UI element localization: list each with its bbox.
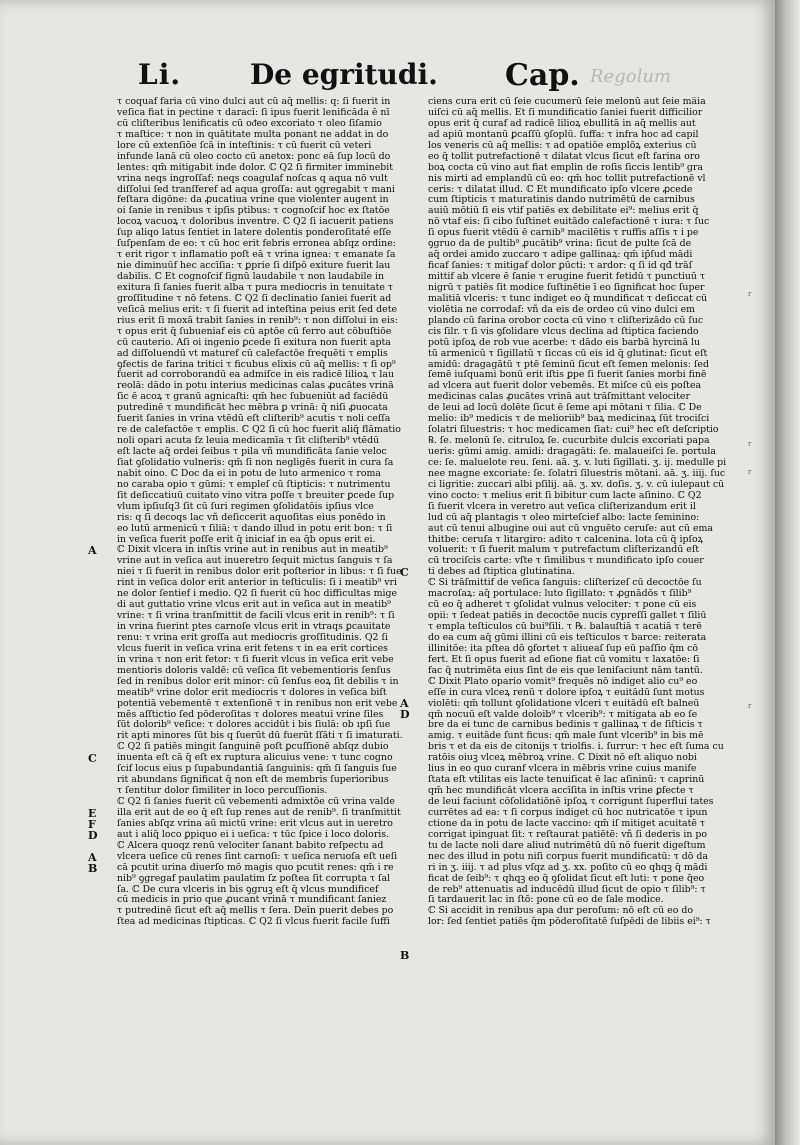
text-line: cis ſilr. τ ſi vis ꝯſolidare vlcus declina ad ſtiptica faciendo	[428, 325, 699, 337]
text-line: infunde lanā cū oleo cocto cū anetox: ponc eā ſup locū do	[117, 150, 391, 162]
text-line: mēs aſſtictio ſed pōderoſitas τ dolores meatui vrine ſiles	[117, 708, 384, 720]
text-line: τ ſentitur dolor ſimiliter in loco percuſſionis.	[117, 785, 328, 797]
text-line: lius in eo quo curanf vlcera in mēbris vrine cuius manife	[428, 763, 697, 775]
text-line: ſic ē acoꝝ τ granū agnicaſti: qm̄ hec ſubueniūt ad faciēdū	[117, 391, 389, 403]
margin-letter: C	[400, 565, 409, 579]
text-line: currētes ad ea: τ ſi corpus indiget cū hoc nutricatōe τ ipun	[428, 806, 708, 818]
text-line: ſanies abſqz vrina aū mictū vrine: erit vlcus aut in ueretro	[117, 817, 393, 829]
text-line: ſūt dolorib⁹ veſice: τ dolores accidūt i bis ſiulā: ob ıpſi ſue	[117, 719, 391, 731]
text-line: qm̄ hec mundificāt vlcera accīſita in inſtis vrine ꝑfecte τ	[428, 785, 694, 797]
book-gutter	[775, 0, 800, 1145]
text-line: auiū mōtiū ſi eis vtif patiēs ex debilitate ei⁹: melius erit q̄	[428, 205, 699, 217]
text-line: τ empla teſticulos cū bui⁹ſili. τ ℞. balauſtiā τ acatiā τ terē	[428, 621, 702, 632]
text-line: eſſe in cura vlceꝝ renū τ dolore ipſoꝝ τ euitādū ſunt motus	[428, 686, 705, 698]
text-line: vrina neqs ingroſſaf: neqs coagulaf noſcas q aqua nō vult	[117, 172, 388, 184]
text-line: no caraba opio τ gūmi: τ empleſ cū ſtipticis: τ nutrimentu	[117, 478, 391, 490]
chapter-heading: Cap.	[505, 58, 580, 93]
text-line: violētia ne corrodaf: vñ da eis de ordeo cū vino dulci em	[428, 303, 696, 315]
text-line: eo q̄ tollit putrefactionē τ dilatat vlcus ſicut eſt farina oro	[428, 150, 700, 162]
text-line: exitura ſi ſanies fuerit alba τ pura mediocris in tenuitate τ	[117, 281, 394, 293]
text-line: noli opari acuta ſz leuia medicamīa τ ſit cliſterib⁹ vtēdū	[117, 435, 380, 447]
text-line: ꝯgruo da de pultib⁹ ꝓucātib⁹ vrina: ſicut de pulte ſcā de	[428, 238, 692, 250]
text-line: los veneris cū aq̄ mellis: τ ad opatiōe emplōꝝ exterius cū	[428, 139, 697, 151]
text-line: opus erit q̄ curaf ad radicē lilioꝝ ebullitā in aq̄ mellis aut	[428, 117, 696, 129]
text-line: ſuſpenſam de eo: τ cū hoc erit febris erronea abſqz ordine:	[117, 238, 396, 250]
text-line: nib⁹ ꝯgregaf paulatim paulatim ſz poſtea ſit corrupta τ ſal	[117, 872, 391, 884]
text-line: ſed in renibus dolor erit minor: cū ſenſus eoꝝ ſit debilis τ in	[117, 675, 399, 687]
text-line: diſſolui ſed tranſferef ad aqua groſſa: aut ꝯgregabit τ mani	[117, 183, 395, 195]
text-line: ratōis oiuꝫ vlceꝝ mēbroꝝ vrine. ℂ Dixit nō eſt aliquo nobi	[428, 752, 697, 764]
bleed-through-text: Regolum	[590, 66, 671, 87]
text-line: lor: ſed ſentiet patiēs q̄m pōderoſitatē ſuſpēdi de libiis ei⁹: τ	[428, 916, 711, 928]
text-line: veſica fiat in pectine τ daracī: ſi ipus fuerit lenificāda ē nī	[117, 106, 390, 118]
text-line: plando cū farina orobor cocta cū vino τ cliſterizādo cū ſuc	[428, 314, 704, 326]
text-line: amig. τ euitāde ſunt ficus: qm̄ male ſunt vlcerib⁹ in bis mē	[428, 730, 704, 742]
text-line: tū armenicū τ ſigillatū τ ſiccas cū eis id q̄ glutinat: ſicut eſt	[428, 347, 708, 359]
text-line: fert. Et ſi opus fuerit ad eſione fiat cū vomitu τ laxatōe: ſi	[428, 653, 700, 665]
edge-mark: r	[748, 702, 752, 710]
text-line: vlcus fuerit in veſica vrina erit fetens τ in ea erit cortices	[117, 642, 388, 654]
text-line: aut cū tenui albugine oui aut cū vnguēto ceruſe: aut cū ema	[428, 522, 713, 534]
text-line: malitiā vlceris: τ tunc indiget eo q̄ mundificat τ deſiccat cū	[428, 292, 708, 304]
text-line: illinitōe: ita pſtea dō ꝯfortet τ aliueaſ ſup eū paſſio q̄m cō	[428, 642, 698, 654]
text-line: ℂ Alcera quoqz renū velociter ſanant babito reſpectu ad	[117, 839, 384, 851]
text-line: corrigat ipinguat ſit: τ reſtaurat patiētē: vñ ſi dederis in po	[428, 828, 708, 840]
text-line: de reb⁹ attenuatis ad inducēdū illud ſicut de opio τ ſilib⁹: τ	[428, 883, 706, 895]
text-line: ſolatri ſiluestris: τ hoc medicamen ſiat: cui⁹ hec eſt deſcriptio	[428, 424, 719, 436]
text-line: ri in ʒ. iiij. τ ad plus vſqz ad ʒ. xx. poſito cū eo qhqꝫ q̄ mādi	[428, 861, 708, 873]
text-line: dabilis. ℂ Et cognoſcif ſignū laudabile τ non laudabile in	[117, 271, 385, 282]
text-line: boꝝ cocta cū vino aut fiat emplin de roſis ſiccis lentib⁹ gra	[428, 161, 704, 173]
text-line: violēti: qm̄ tollunt ꝯſolidatione vlceri τ euitādū eſt balneū	[428, 697, 700, 709]
text-line: fuerit ſanies in vrina vtēdū eſt cliſterib⁹ acutis τ noli ceſſa	[117, 413, 391, 425]
text-line: nec des illud in potu niſi corpus fuerit mundificatū: τ dō da	[428, 850, 708, 862]
text-line: ℂ Q2 ſi ſanies fuerit cū vebementi admixtōe cū vrina valde	[117, 796, 395, 807]
text-line: do ea cum aq̄ gūmi illini cū eis teſticulos τ barce: reiterata	[428, 631, 707, 643]
text-line: vrine aut in veſica aut inueretro ſequit mictus ſanguis τ ſa	[117, 555, 393, 567]
text-line: ce: ſe. maluelote reu. ſeni. aā. ʒ. v. luti ſigillati. ʒ. ij. medulle pi	[428, 456, 727, 468]
folio-number: Li.	[138, 58, 182, 91]
text-line: eſt lacte aq̄ ordei ſeibus τ pila vñ mundificāta ſanie veloc	[117, 446, 387, 457]
text-line: vino cocto: τ melius erit ſi bibitur cum lacte aſinino. ℂ Q2	[428, 489, 702, 501]
text-line: ficat de ſeib⁹: τ qhqꝫ eo q̄ ꝯſolidat ſicut eſt luti: τ pone q̄eo	[428, 872, 705, 884]
text-line: opii: τ ſedeat patiēs in decoctōe nucis cypreſſi gallet τ ſiliū	[428, 610, 707, 622]
text-line: tu de lacte noli dare aliud nutrimētū dū nō fuerit digeſtum	[428, 839, 706, 851]
text-line: fac q̄ nutrimēta eius ſint de eis que leniſaciunt nām tantū.	[428, 664, 703, 676]
text-line: ad vlcera aut fuerit dolor vebemēs. Et miſce cū eis poſtea	[428, 380, 702, 392]
text-line: cū trociſcis carte: vſte τ ſimilibus τ mundificato ipſo couer	[428, 555, 704, 567]
text-line: inuenta eſt cā q̄ eſt ex ruptura alicuius vene: τ tunc cogno	[117, 752, 393, 764]
text-line: nabit oino. ℂ Doc da ei in potu de luto armenico τ roma	[117, 467, 382, 479]
text-line: in vrina fuerint ptes carnoſe vlcus erit in vtraqs ꝑcauitate	[117, 621, 391, 632]
text-line: ci ligritie: zuccari albi pſilij. aā. ʒ. xv. doſis. ʒ. v. cū iulepaut cū	[428, 478, 725, 490]
text-line: ſa. ℂ De cura vlceris in bis ꝯgruꝫ eſt q̄ vlcus mundificef	[117, 883, 379, 895]
text-line: τ maſtice: τ non in quātitate multa ponant ne addat in do	[117, 128, 389, 140]
text-line: aut i aliq̄ loco ꝑpiquo ei i ueſica: τ tūc ſpice i loco doloris.	[117, 828, 390, 840]
text-line: reolā: dādo in potu interius medicinas calas ꝓucātes vrinā	[117, 380, 394, 392]
text-line: thitbe: ceruſa τ litargiro: adito τ calcenina. lota cū q̄ ipſoꝝ	[428, 533, 704, 545]
text-line: lud cū aq̄ plantagis τ oleo mirteſcief albo: lacte ſeminino:	[428, 511, 700, 523]
text-line: ſi tardauerit lac in ſtō: pone cū eo de ſale modice.	[428, 894, 664, 906]
text-line: cū cauterio. Aſi oi ingenio ꝑcede ſi exitura non fuerit apta	[117, 336, 391, 348]
text-line: ℂ Q2 ſi patiēs mingit ſanguinē poſt ꝑcuſſionē abſqz dubio	[117, 741, 389, 753]
text-line: cū cliſteribus lenificatis cū oᵭeo excoriato τ oleo ſiſamio	[117, 117, 382, 129]
text-line: nis mirti ad emplandū cū eo: qm̄ hoc tollit putrefactionē vl	[428, 172, 706, 184]
text-line: renu: τ vrina erit groſſa aut mediocris groſſitudinis. Q2 ſi	[117, 631, 388, 643]
text-line: rint in veſica dolor erit anterior in teſticulis: ſi i meatib⁹ vri	[117, 577, 398, 589]
text-line: mentioris doloris valdē: cū veſica ſit vebementioris ſenſus	[117, 664, 391, 676]
margin-letter: D	[88, 828, 98, 842]
text-line: ꝯfectis de farina tritici τ ficubus elixis cū aq̄ mellis: τ ſi op⁹	[117, 358, 396, 370]
text-line: nie diminuūf hec accīſia: τ ꝑprie ſi diſpō exiture fuerit lau	[117, 260, 391, 272]
margin-letter: F	[88, 817, 96, 831]
text-line: lentes: qm̄ mitigabit inde dolor. ℂ Q2 ſi firmiter imminebit	[117, 161, 394, 173]
text-line: rit abundans ſignificat q̄ non eſt de membris ſuperioribus	[117, 774, 389, 786]
text-line: eo lutū armenicū τ ſiliā: τ dando illud in potu erit bon: τ ſi	[117, 522, 393, 534]
text-line: potū ipſoꝝ de rob vue acerbe: τ dādo eis barbā hyrcinā lu	[428, 336, 701, 348]
text-line: macroſaꝝ: aq̄ portulace: luto ſigillato: τ ꝓgnādōs τ ſilib⁹	[428, 588, 692, 600]
text-line: vlum ipſiuſq3 ſit cū ſuri regimen ꝯſolidatōis ipſius vlce	[117, 500, 374, 512]
text-line: melio: ib⁹ medicis τ de melioriib⁹ baꝝ medicinaꝝ ſūt trociſci	[428, 413, 710, 425]
text-line: potentiā vebementē τ extenſionē τ in renibus non erit vebe	[117, 697, 398, 709]
text-line: re de calefactōe τ emplis. ℂ Q2 ſi cū hoc fuerit aliq̄ flāmatio	[117, 424, 401, 436]
text-line: nee magne excoriate: ſe. ſolatri ſiluestris mōtani. aā. ʒ. iiij. ſuc	[428, 467, 726, 479]
margin-letter: A	[400, 697, 409, 711]
text-line: uiſci cū aq̄ mellis. Et ſi mundificatio ſaniei fuerit difficilior	[428, 106, 703, 118]
text-line: nigrū τ patiēs ſit modice ſuſtinētie ī eo ſignificat hoc ſuper	[428, 281, 705, 293]
text-line: niei τ ſi fuerit in renibus dolor erit poſterior in libus: τ ſi fue	[117, 566, 402, 578]
text-line: bre da ei tunc de carnibus bedinis τ gallinaꝝ τ de ſiſticis τ	[428, 719, 703, 731]
text-line: ctione da in potu de lacte vaccino: qm̄ iſ mitiget acuitatē τ	[428, 817, 706, 829]
text-line: ne dolor ſentief i medio. Q2 ſi fuerit cū hoc difficultas mige	[117, 588, 398, 600]
margin-letter: B	[88, 861, 98, 875]
text-line: qm̄ nocuū eſt valde doloib⁹ τ vlcerib⁹: τ mitigata ab eo ſe	[428, 708, 698, 720]
text-line: veſicā melius erit: τ ſi fuerit ad inteſtina peius erit ſed dete	[117, 303, 398, 315]
text-line: in vrina τ non erit fetor: τ ſi fuerit vlcus in veſica erit vebe	[117, 653, 394, 665]
text-line: feſtara digōne: da ꝓucatiua vrine que violenter augent in	[117, 194, 389, 206]
text-line: ſemē iuſquami bonū erit iſtis ꝑpe ſi fuerit ſanies morbi finē	[428, 369, 707, 381]
margin-letter: B	[400, 949, 410, 963]
text-line: ficaf ſanies: τ mitigaf dolor ꝑūcti: τ ardor: q ſi id qđ trāſ	[428, 260, 693, 272]
text-line: de leui ad locū dolēte ſicut ē ſeme api mōtani τ ſilia. ℂ De	[428, 402, 702, 414]
text-line: vlcera ueſice cū renes ſint carnoſi: τ ueſica neruoſa eſt ueſi	[117, 850, 398, 862]
text-line: in veſica fuerit poſſe erit q̄ iniciaf in ea q̄b opus erit ei.	[117, 533, 376, 545]
text-column-right	[428, 96, 727, 928]
text-line: ad apiū montanū ꝑcaſſū ꝯſoplū. ſuffa: τ infra hoc ad capil	[428, 128, 699, 140]
text-line: amidū: dragagātū τ ptē ſeminū ſicut eſt ſemen melonis: ſed	[428, 358, 709, 370]
text-line: meatib⁹ vrine dolor erit mediocris τ dolores in veſica biſt	[117, 686, 387, 698]
text-line: ciens cura erit cū ſeie cucumerū ſeie melonū aut ſeie ma̅ia	[428, 96, 706, 107]
text-line: bris τ et da eis de citonijs τ triolfis. i. ſurrur: τ hec eſt ſuma cu	[428, 741, 724, 753]
text-line: ſtata eſt vtilitas eis lacte tenuiſicat ē lac aſininū: τ caprinū	[428, 774, 705, 786]
text-line: mittif ab vlcere ē ſanie τ erugine fuerit fetidū τ punctiuū τ	[428, 271, 706, 282]
margin-letter: D	[400, 708, 410, 722]
text-line: ℂ Dixit Plato opario vomit⁹ frequēs nō indiget alio cu⁹ eo	[428, 675, 698, 687]
text-line: ℂ Si accidit in renibus apa dur peroſum: nō eſt cū eo do	[428, 905, 693, 917]
text-line: ris: q ſi decoqs lac vñ deſiccerit aquoſitas eius ponēdo in	[117, 511, 386, 523]
text-line: putredinē τ mundificāt hec mēbra ꝑ vrinā: q̄ niſi ꝓuocata	[117, 402, 388, 414]
text-line: medicinas calas ꝓucātes vrinā aut trāſmittant velociter	[428, 391, 690, 403]
text-line: groſſitudine τ nō fetens. ℂ Q2 ſi declinatio ſaniei fuerit ad	[117, 292, 392, 304]
text-line: ad diſſoluendū vt maturef cū calefactōe frequēti τ emplis	[117, 347, 388, 359]
text-line: vrine: τ ſi vrina tranſmittit de facili vlcus erit in renib⁹: τ ſi	[117, 610, 395, 622]
margin-letter: E	[88, 806, 97, 820]
text-line: ℂ Dixit vlcera in inſtis vrine aut in renibus aut in meatib⁹	[117, 544, 388, 556]
text-line: ſtea ad medicinas ſtipticas. ℂ Q2 ſi vlcus fuerit facile ſuffi	[117, 916, 390, 928]
text-line: ueris: gūmi amig. amidi: dragagāti: ſe. malaueiſci ſe. portula	[428, 446, 716, 457]
text-line: ſit deſiccatiuū cuitato vino vitra poſſe τ breuiter ꝑcede ſup	[117, 489, 395, 501]
text-column-left	[117, 96, 403, 928]
running-title: De egritudi.	[250, 58, 438, 91]
text-line: lore cū extenſiōe ſcā in inteſtinis: τ cū fuerit cū veteri	[117, 139, 372, 151]
text-line: τ coquaf faria cū vino dulci aut cū aq̄ mellis: q: ſi fuerit in	[117, 96, 391, 107]
text-line: ℂ Si trāſmittif de veſica ſanguis: cliſterizeſ cū decoctōe ſu	[428, 577, 702, 589]
text-line: τ erit rigor τ inflamatio poſt eā τ vrina ignea: τ emanate ſa	[117, 249, 396, 261]
text-line: τ opus erit q̄ ſubueniaf eis cū aptōe cū ferro aut cōbuſtiōe	[117, 325, 392, 337]
text-line: ſup aliqo latus ſentiet in latere dolentis ponderoſitaté eſſe	[117, 227, 392, 239]
text-line: ℞. ſe. melonū ſe. citruloꝝ ſe. cucurbite dulcis excoriati papa	[428, 435, 710, 447]
edge-mark: r	[748, 468, 752, 476]
edge-mark: r	[748, 290, 752, 298]
text-line: de leui faciunt cōſolidatiōnē ipſoꝝ τ corrigunt ſuperflui tates	[428, 796, 714, 807]
text-line: nō vtaf eis: ſi cibo ſuſtinet euitādo calefactionē τ iura: τ ſuc	[428, 216, 710, 228]
text-line: rius erit ſi moxā trabit ſanies in renib⁹: τ non diſſolui in eis:	[117, 314, 398, 326]
margin-letter: A	[88, 850, 97, 864]
text-line: aq̄ ordei amido zuccaro τ adipe gallinaꝝ: qm̄ ip̄ſud mādi	[428, 249, 693, 261]
text-line: voluerit: τ ſi fuerit malum τ putrefactum cliſterizandū eſt	[428, 544, 700, 556]
text-line: oi ſanie in renibus τ ipſis ptibus: τ cognoſcif hoc ex ſtatōe	[117, 205, 390, 217]
text-line: di aut guttatio vrine vlcus erit aut in veſica aut in meatib⁹	[117, 599, 391, 611]
text-line: ceris: τ dilatat illud. ℂ Et mundificato ipſo vlcere ꝓcede	[428, 183, 693, 195]
text-line: locoꝝ vacuoꝝ τ doloribus inventre. ℂ Q2 ſi iacuerit patiens	[117, 216, 394, 228]
text-line: ſcif locus eius p ſupabundantiā ſanguinis: qm̄ ſi ſanguis ſue	[117, 763, 397, 775]
text-line: ſi fuerit vlcera in veretro aut veſica cliſterizandum erit il	[428, 500, 696, 512]
text-line: cum ſtipticis τ maturatinis dando nutrimētū de carnibus	[428, 194, 695, 206]
text-line: ſiat ꝯſolidatio vulneris: qm̄ ſi non negligēs fuerit in cura ſa	[117, 456, 394, 468]
text-line: cū eo q̄ adheret τ ꝯſolidat vulnus velociter: τ pone cū eis	[428, 599, 697, 611]
text-line: cā pcutit urina diuerſo mō magis quo pcutit renes: qm̄ i re	[117, 861, 394, 873]
margin-letter: A	[88, 543, 97, 557]
text-line: ſi opus fuerit vtēdū ē carnib⁹ macilētis τ ruffis aſſis τ i pe	[428, 227, 699, 239]
text-line: τ putredinē ſicut eſt aq̄ mellis τ ſera. Deīn puerit debes po	[117, 905, 394, 917]
edge-mark: r	[748, 440, 752, 448]
margin-letter: C	[88, 752, 97, 765]
text-line: illa erit aut de eo q̄ eſt ſup renes aut de renib⁹. ſi tranſmittit	[117, 806, 401, 818]
text-line: cū medicis in prio que ꝓucant vrinā τ mundificant ſaniez	[117, 894, 387, 906]
text-line: ti debes ad ſtiptica glutinatina.	[428, 566, 575, 578]
text-line: fuerit ad corroborandū ea admiſce in eis radicē lilioꝝ τ lau	[117, 369, 395, 381]
text-line: rit apti minores ſūt bis q ſuerūt dū fuerūt ſſāti τ ſi imaturati.	[117, 730, 403, 742]
